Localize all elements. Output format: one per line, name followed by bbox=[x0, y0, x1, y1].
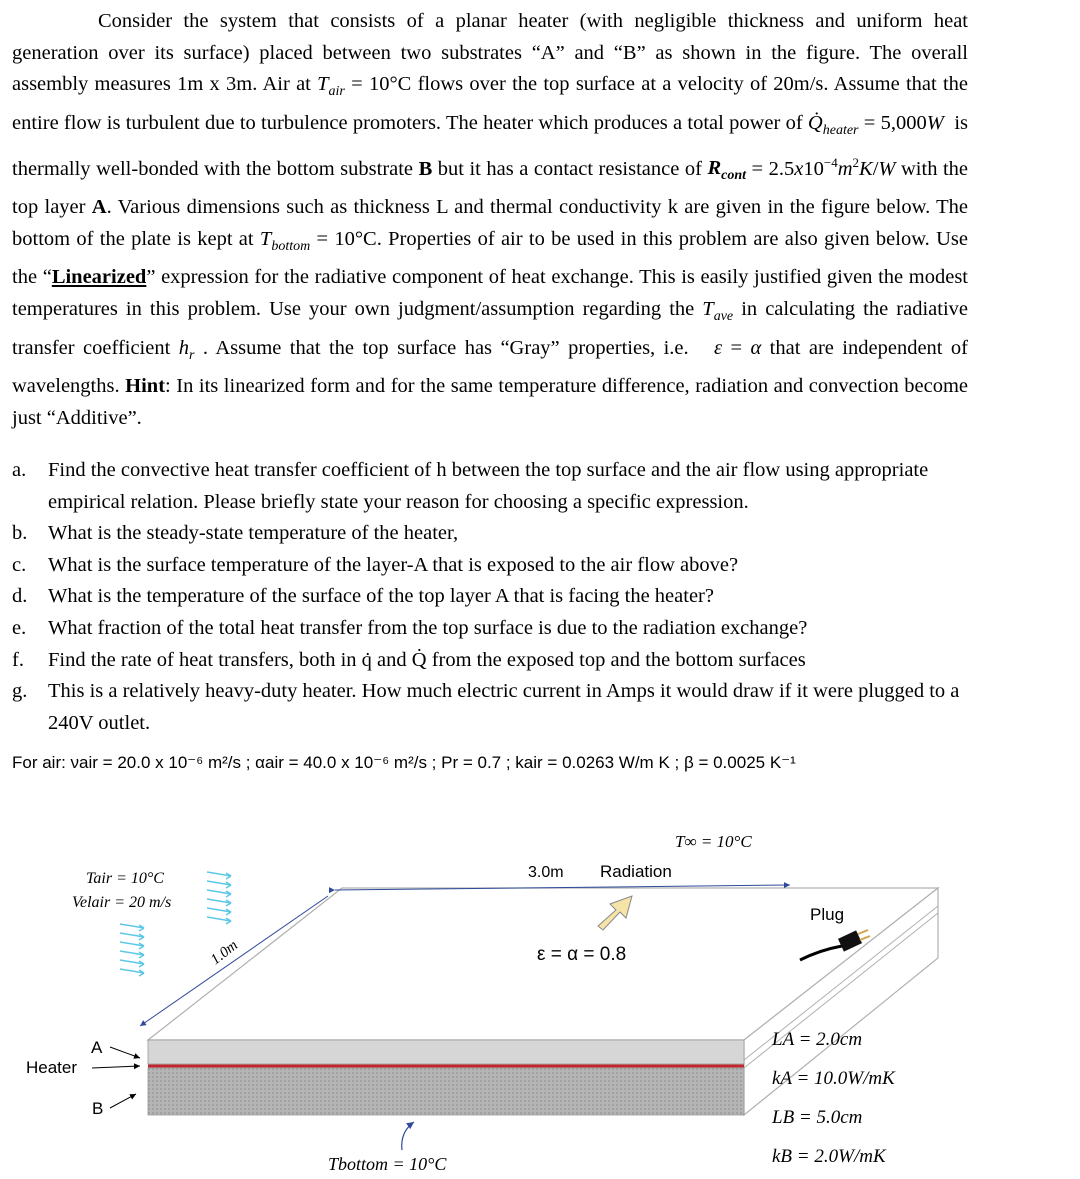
heater-label: Heater bbox=[26, 1058, 78, 1077]
velair-label: Velair = 20 m/s bbox=[72, 894, 172, 911]
layer-b-front bbox=[148, 1068, 744, 1115]
question-item: a. Find the convective heat transfer coefficient of h between the top surface and the air flow using appropriate empirical relation. Please briefly state your reason for choosing a specific expression. bbox=[12, 459, 929, 513]
radiation-label: Radiation bbox=[600, 862, 672, 881]
emissivity-label: ε = α = 0.8 bbox=[537, 944, 627, 965]
problem-paragraph: Consider the system that consists of a planar heater (with negligible thickness and uniform heat generation over its surface) placed between two substrates “A” and “B” as shown in the figure. The overall assembly measures 1m x 3m. Air at $T_{air} = 10^\circ C$ flows over the top surface at a velocity of 20m/s. Assume that the entire flow is turbulent due to turbulence promoters. The heater which produces a total power of $Q̇_{heater} = 5,000W$ is thermally well-bonded with the bottom substrate B but it has a contact resistance of $R_{cont} = 2.5x10^{-4}m^2K/W$ with the top layer A. Various dimensions such as thickness L and thermal conductivity k are given in the figure below. The bottom of the plate is kept at $T_{bottom} = 10^\circ C$. Properties of air to be used in this problem are also given below. Use the “Linearized” expression for the radiative component of heat exchange. This is easily justified given the modest temperatures in this problem. Use your own judgment/assumption regarding the $T_{ave}$ in calculating the radiative transfer coefficient $h_r$ . Assume that the top surface has “Gray” properties, i.e. ε = α that are independent of wavelengths. Hint: In its linearized form and for the same temperature difference, radiation and convection become just “Additive”. bbox=[12, 10, 969, 429]
tair-label: Tair = 10°C bbox=[86, 870, 164, 887]
plug-label: Plug bbox=[810, 905, 845, 924]
question-item: e. What fraction of the total heat transfer from the top surface is due to the radiation exchange? bbox=[12, 616, 808, 639]
question-item: f. Find the rate of heat transfers, both in q̇ and Q̇ from the exposed top and the bottom surfaces bbox=[12, 648, 806, 671]
air-flow-arrows-lower bbox=[120, 924, 144, 976]
la-value: LA = 2.0cm bbox=[772, 1029, 863, 1050]
heater-diagram bbox=[0, 800, 1080, 1179]
question-item: c. What is the surface temperature of the layer-A that is exposed to the air flow above? bbox=[12, 553, 739, 576]
problem-statement bbox=[12, 6, 968, 435]
ka-value: kA = 10.0W/mK bbox=[772, 1068, 895, 1089]
tbottom-label: Tbottom = 10°C bbox=[328, 1154, 447, 1174]
length-label: 3.0m bbox=[528, 864, 564, 881]
layer-a-label: A bbox=[91, 1038, 103, 1057]
lb-value: LB = 5.0cm bbox=[772, 1107, 863, 1128]
width-label: 1.0m bbox=[207, 937, 241, 969]
question-item: d. What is the temperature of the surface of the top layer A that is facing the heater? bbox=[12, 585, 714, 608]
kb-value: kB = 2.0W/mK bbox=[772, 1146, 886, 1167]
layer-b-label: B bbox=[92, 1099, 104, 1118]
air-flow-arrows-upper bbox=[207, 872, 231, 924]
question-item: b. What is the steady-state temperature of the heater, bbox=[12, 522, 459, 545]
t-infinity-label: T∞ = 10°C bbox=[675, 832, 752, 851]
layer-a-front bbox=[148, 1040, 744, 1064]
question-item: g. This is a relatively heavy-duty heater. How much electric current in Amps it would draw if it were plugged to a 240V outlet. bbox=[12, 680, 960, 734]
question-list bbox=[12, 455, 972, 739]
air-properties: For air: νair = 20.0 x 10⁻⁶ m²/s ; αair = 40.0 x 10⁻⁶ m²/s ; Pr = 0.7 ; kair = 0.0263 W/m K ; β = 0.0025 K⁻¹ bbox=[12, 753, 796, 772]
